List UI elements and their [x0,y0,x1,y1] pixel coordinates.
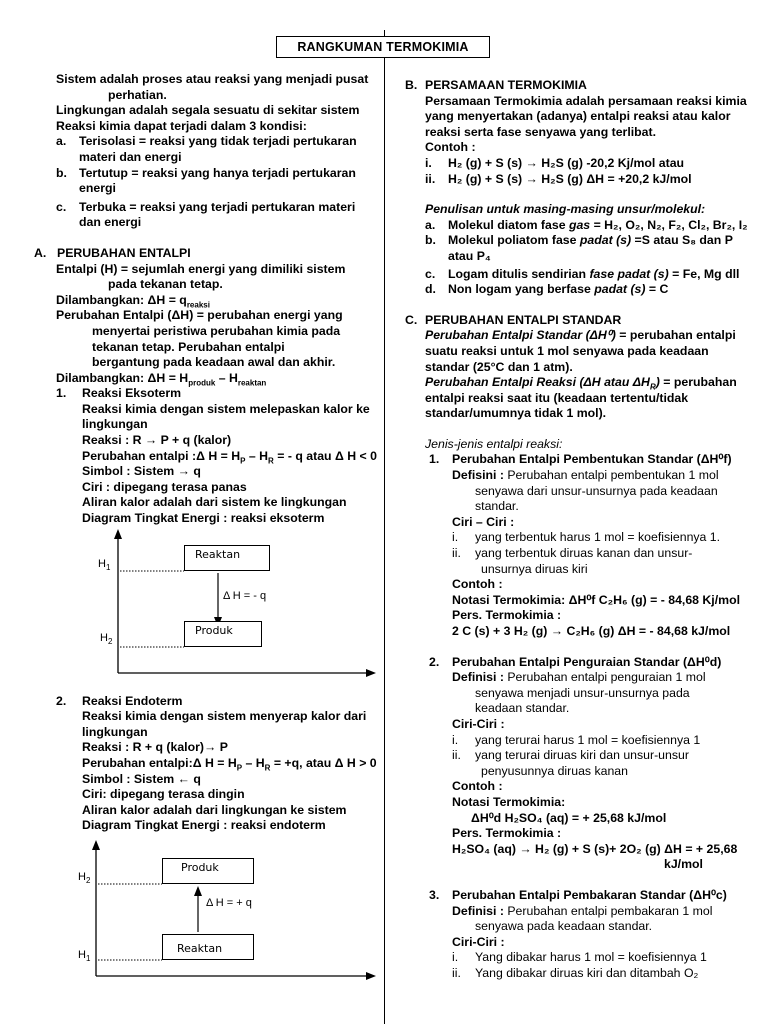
pembentukan-def-2: senyawa dari unsur-unsurnya pada keadaan [475,483,718,498]
lambang-2: Dilambangkan: $\Delta H = H_{produk} - H_{reaktan}$ [56,370,267,388]
penulisan-heading: Penulisan untuk masing-masing unsur/molekul: [425,202,706,217]
perubahan-def-2: menyertai peristiwa perubahan kimia pada [92,323,341,338]
eksoterm-reaksi: Reaksi : R → P + q (kalor) [82,433,232,448]
penulisan-item: d. Non logam yang berfase padat (s) = C [425,282,669,297]
page-title: RANGKUMAN TERMOKIMIA [276,36,490,58]
penulisan-item: b. Molekul poliatom fase padat (s) =S atau S₈ dan P [425,233,733,248]
penulisan-item-cont: atau P₄ [448,248,491,263]
pembentukan-heading: 1. Perubahan Entalpi Pembentukan Standar (ΔH⁰f) [429,452,732,467]
eksoterm-l1: Reaksi kimia dengan sistem melepaskan kalor ke [82,401,370,416]
penguraian-def: Definisi : Perubahan entalpi penguraian 1 mol [452,670,706,685]
kondisi-item-cont: materi dan energi [79,149,182,164]
penguraian-notasi-eq: ΔH⁰d H₂SO₄ (aq) = + 25,68 kJ/mol [471,810,667,825]
penguraian-ciri: Ciri-Ciri : [452,716,505,731]
kondisi-item: b. Tertutup = reaksi yang hanya terjadi pertukaran [56,165,356,180]
entalpi-def-2: pada tekanan tetap. [108,277,223,292]
penguraian-pers: Pers. Termokimia : [452,826,562,841]
perubahan-def: Perubahan Entalpi (ΔH) = perubahan energi yang [56,308,343,323]
eksoterm-aliran: Aliran kalor adalah dari sistem ke lingkungan [82,495,347,510]
penguraian-notasi: Notasi Termokimia: [452,794,566,809]
section-b-contoh: Contoh : [425,140,476,155]
std-def: Perubahan Entalpi Standar (ΔH⁰) = perubahan entalpi [425,328,736,343]
section-b-ex1: i. H₂ (g) + S (s) → H₂S (g) -20,2 Kj/mol atau [425,155,685,170]
y-axis-arrow [114,529,122,539]
left-column [34,72,377,984]
entalpi-def: Entalpi (H) = sejumlah energi yang dimiliki sistem [56,261,346,276]
jenis-heading: Jenis-jenis entalpi reaksi: [425,436,563,451]
endoterm-diagram [56,834,376,984]
endoterm-l1: Reaksi kimia dengan sistem menyerap kalor dari [82,709,367,724]
endoterm-h2-label: $H_2$ [78,870,91,886]
pembakaran-ciri: Ciri-Ciri : [452,934,505,949]
x-axis-arrow [366,669,376,677]
std-def-2: suatu reaksi untuk 1 mol senyawa pada keadaan [425,343,709,358]
endoterm-delta-label: Δ H = + q [206,896,252,909]
eksoterm-reaktan-box: Reaktan [184,545,270,571]
ciri-item-cont: penyusunnya diruas kanan [481,763,628,778]
eksoterm-l2: lingkungan [82,417,148,432]
eksoterm-diagram [56,527,376,679]
kondisi-line: Reaksi kimia dapat terjadi dalam 3 kondisi: [56,118,307,133]
std-def-3: standar (25°C dan 1 atm). [425,359,573,374]
endoterm-perubahan: Perubahan entalpi:Δ $H = H_P - H_R = +q$, atau Δ H > 0 [82,756,377,773]
endoterm-heading: 2. Reaksi Endoterm [56,693,183,708]
penguraian-def-2: senyawa menjadi unsur-unsurnya pada [475,685,690,700]
eksoterm-heading: 1. Reaksi Eksoterm [56,386,182,401]
delta-arrow-head [194,886,202,896]
reaksi-def-3: standar/umumnya tidak 1 mol). [425,406,607,421]
pembakaran-def: Definisi : Perubahan entalpi pembakaran 1 mol [452,903,713,918]
kondisi-item: c. Terbuka = reaksi yang terjadi pertukaran materi [56,199,356,214]
section-b-l2: yang menyertakan (adanya) entalpi reaksi atau kalor [425,109,731,124]
endoterm-produk-box: Produk [162,858,254,884]
pembentukan-pers: Pers. Termokimia : [452,608,562,623]
endoterm-ciri: Ciri: dipegang terasa dingin [82,787,245,802]
sistem-line: Sistem adalah proses atau reaksi yang menjadi pusat [56,72,369,86]
ciri-item: ii. yang terurai diruas kiri dan unsur-unsur [452,748,689,763]
eksoterm-ciri: Ciri : dipegang terasa panas [82,479,247,494]
kondisi-item-cont: energi [79,181,116,196]
pembentukan-def: Defisini : Perubahan entalpi pembentukan 1 mol [452,468,719,483]
eksoterm-diagram-title: Diagram Tingkat Energi : reaksi eksoterm [82,511,325,526]
perubahan-def-4: bergantung pada keadaan awal dan akhir. [92,355,336,370]
section-a-heading: A. PERUBAHAN ENTALPI [34,245,191,260]
y-axis-arrow [92,840,100,850]
section-b-heading: B. PERSAMAAN TERMOKIMIA [405,78,587,92]
ciri-item: i. yang terbentuk harus 1 mol = koefisiennya 1. [452,530,721,545]
pembentukan-contoh: Contoh : [452,577,503,592]
eksoterm-h2-label: $H_2$ [100,631,113,646]
eksoterm-simbol: Simbol : Sistem → q [82,464,201,479]
pembentukan-notasi: Notasi Termokimia: ΔH⁰f C₂H₆ (g) = - 84,68 Kj/mol [452,592,740,607]
pembakaran-heading: 3. Perubahan Entalpi Pembakaran Standar (ΔH⁰c) [429,887,727,902]
pembentukan-ciri: Ciri – Ciri : [452,514,515,529]
section-b-l3: reaksi serta fase senyawa yang terlibat. [425,124,657,139]
pembentukan-def-3: standar. [475,499,519,514]
penulisan-item: c. Logam ditulis sendirian fase padat (s) = Fe, Mg dll [425,266,740,281]
pembakaran-def-2: senyawa pada keadaan standar. [475,919,653,934]
sistem-line-2: perhatian. [108,87,167,102]
endoterm-h1-label: $H_1$ [78,948,91,964]
endoterm-aliran: Aliran kalor adalah dari lingkungan ke sistem [82,802,347,817]
ciri-item: i. Yang dibakar harus 1 mol = koefisiennya 1 [452,950,707,965]
penguraian-pers-eq-2: kJ/mol [664,857,703,872]
endoterm-l2: lingkungan [82,724,148,739]
eksoterm-perubahan: Perubahan entalpi :Δ $H = H_P - H_R$ = - q atau Δ H < 0 [82,448,377,466]
right-column [405,78,765,981]
reaksi-def-2: entalpi reaksi saat itu (keadaan tertentu/tidak [425,390,689,405]
lambang-1: Dilambangkan: $\Delta H = q_{reaksi}$ [56,292,210,310]
eksoterm-delta-label: Δ H = - q [223,589,267,602]
penguraian-heading: 2. Perubahan Entalpi Penguraian Standar (ΔH⁰d) [429,654,722,669]
lingkungan-line: Lingkungan adalah segala sesuatu di sekitar sistem [56,103,360,118]
kondisi-item: a. Terisolasi = reaksi yang tidak terjadi pertukaran [56,134,357,149]
eksoterm-h1-label: $H_1$ [98,557,111,572]
section-b-l1: Persamaan Termokimia adalah persamaan reaksi kimia [425,93,747,108]
endoterm-diagram-title: Diagram Tingkat Energi : reaksi endoterm [82,818,326,833]
ciri-item: ii. Yang dibakar diruas kiri dan ditambah O₂ [452,965,699,980]
ciri-item: ii. yang terbentuk diruas kanan dan unsur- [452,546,693,561]
penguraian-pers-eq: H₂SO₄ (aq) → H₂ (g) + S (s)+ 2O₂ (g) ΔH = + 25,68 [452,841,738,856]
penulisan-item: a. Molekul diatom fase gas = H₂, O₂, N₂, F₂, Cl₂, Br₂, I₂ [425,217,748,232]
column-divider [384,30,385,1024]
eksoterm-produk-box: Produk [184,621,262,647]
perubahan-def-3: tekanan tetap. Perubahan entalpi [92,339,285,354]
ciri-item-cont: unsurnya diruas kiri [481,561,588,576]
x-axis-arrow [366,972,376,980]
penguraian-contoh: Contoh : [452,779,503,794]
endoterm-simbol: Simbol : Sistem ← q [82,771,201,786]
section-c-heading: C. PERUBAHAN ENTALPI STANDAR [405,312,622,327]
endoterm-reaktan-box: Reaktan [162,934,254,960]
endoterm-reaksi: Reaksi : R + q (kalor)→ P [82,740,228,755]
pembentukan-pers-eq: 2 C (s) + 3 H₂ (g) → C₂H₆ (g) ΔH = - 84,68 kJ/mol [452,624,731,638]
kondisi-item-cont: dan energi [79,215,142,230]
reaksi-def: Perubahan Entalpi Reaksi (ΔH atau $\Delta H_R$) = perubahan [425,375,737,392]
ciri-item: i. yang terurai harus 1 mol = koefisiennya 1 [452,732,701,747]
section-b-ex2: ii. H₂ (g) + S (s) → H₂S (g) ΔH = +20,2 kJ/mol [425,171,692,186]
penguraian-def-3: keadaan standar. [475,701,570,716]
